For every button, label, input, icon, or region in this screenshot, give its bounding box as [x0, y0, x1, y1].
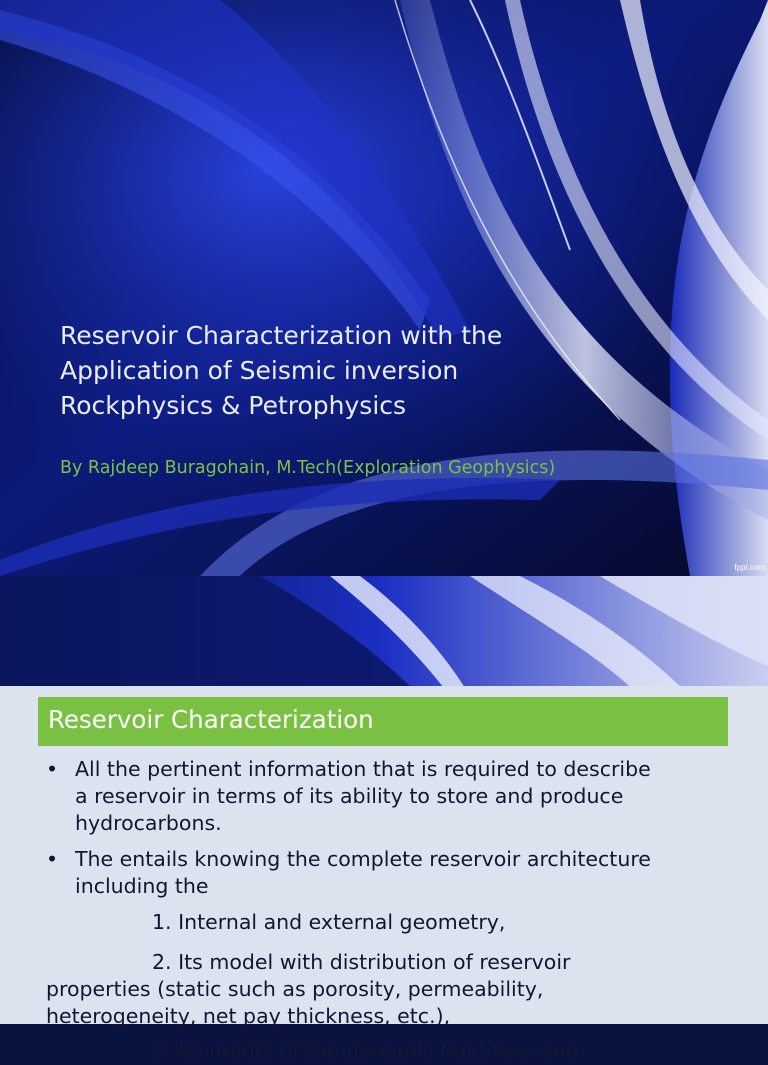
fppt-credit: fppt.com — [734, 563, 765, 572]
continuation-line: properties (static such as porosity, permeability, — [46, 977, 544, 1001]
bullet-line: a reservoir in terms of its ability to store and produce — [75, 784, 624, 808]
numbered-item — [44, 909, 754, 936]
bullet-line: All the pertinent information that is required to describe — [75, 757, 651, 781]
title-line: Rockphysics & Petrophysics — [60, 391, 407, 420]
content-slide — [0, 576, 768, 1063]
continuation-line: heterogeneity, net pay thickness, etc.), — [46, 1004, 451, 1028]
numbered-item-text: 2. Its model with distribution of reservoir — [152, 950, 571, 974]
slide-title — [60, 318, 620, 423]
bullet-line: The entails knowing the complete reservoir architecture — [75, 847, 651, 871]
bullet-item — [44, 756, 754, 837]
title-line: Application of Seismic inversion — [60, 356, 459, 385]
bullet-marker: • — [46, 757, 59, 781]
numbered-item-partial — [44, 1038, 754, 1065]
numbered-item-text: 1. Internal and external geometry, — [152, 910, 506, 934]
bullet-line: including the — [75, 874, 209, 898]
bullet-line: hydrocarbons. — [75, 811, 222, 835]
slide-heading: Reservoir Characterization — [48, 705, 374, 734]
numbered-item-continuation — [44, 976, 754, 1030]
numbered-item-text: 3. Its model of the dynamic fluid flow and — [152, 1039, 579, 1063]
numbered-item — [44, 949, 754, 976]
slide-body — [44, 756, 754, 1065]
author-subtitle: By Rajdeep Buragohain, M.Tech(Exploration Geophysics) — [60, 458, 556, 478]
heading-bar — [38, 697, 728, 746]
title-line: Reservoir Characterization with the — [60, 321, 503, 350]
bullet-item — [44, 846, 754, 900]
bullet-marker: • — [46, 847, 59, 871]
